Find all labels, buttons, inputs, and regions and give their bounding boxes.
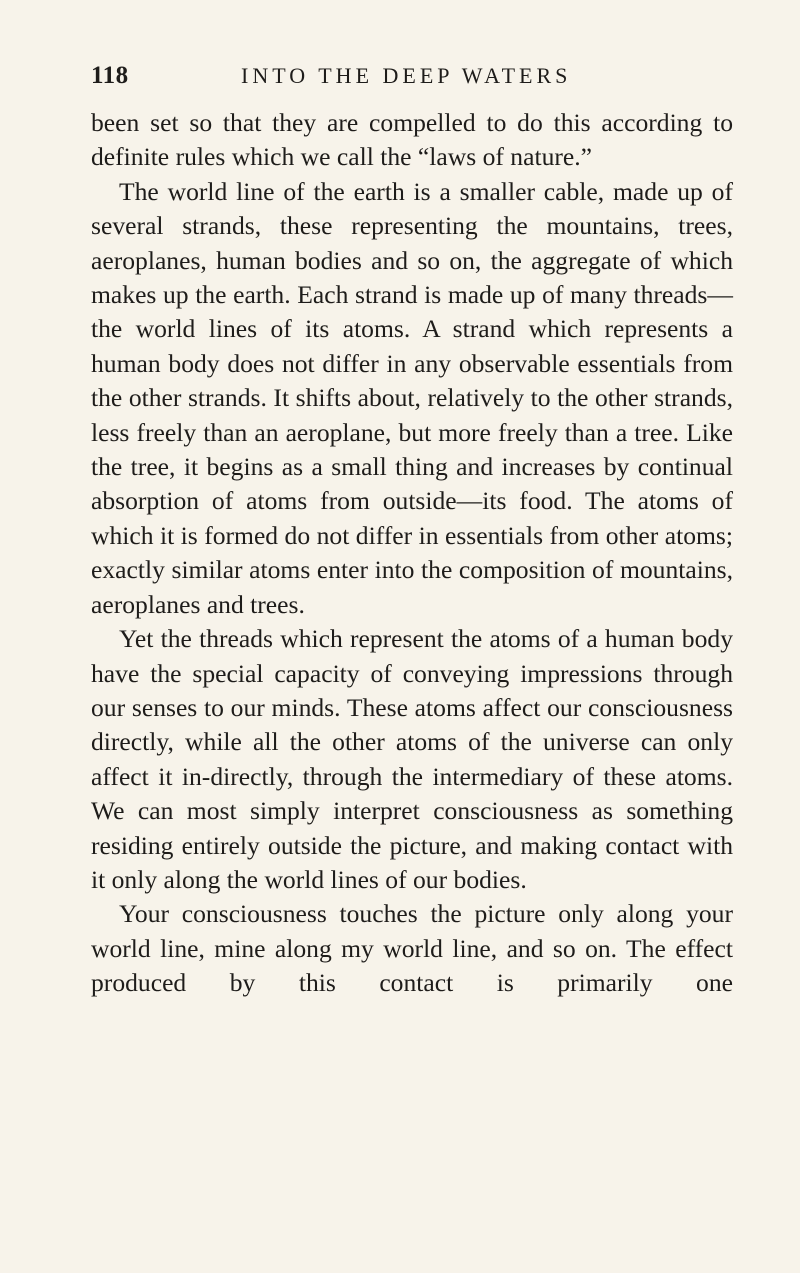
running-title: INTO THE DEEP WATERS <box>241 63 572 88</box>
book-page <box>91 62 733 1001</box>
paragraph: Yet the threads which represent the atoms of a human body have the special capacity of conveying impressions through our senses to our minds. These atoms affect our consciousness directly, while all the other atoms of the universe can only affect it in-directly, through the intermediary of these atoms. We can most simply interpret consciousness as something residing entirely outside the picture, and making contact with it only along the world lines of our bodies. <box>91 624 733 894</box>
running-head <box>91 62 733 106</box>
body-text <box>91 106 733 1001</box>
page-number: 118 <box>91 62 129 89</box>
paragraph: been set so that they are compelled to do this according to definite rules which we call the “laws of nature.” <box>91 108 733 172</box>
paragraph: Your consciousness touches the picture only along your world line, mine along my world line, and so on. The effect produced by this contact is primarily one <box>91 899 733 998</box>
paragraph: The world line of the earth is a smaller cable, made up of several strands, these representing the mountains, trees, aeroplanes, human bodies and so on, the aggregate of which makes up the earth. Each strand is made up of many threads—the world lines of its atoms. A strand which represents a human body does not differ in any observable essentials from the other strands. It shifts about, relatively to the other strands, less freely than an aeroplane, but more freely than a tree. Like the tree, it begins as a small thing and increases by continual absorption of atoms from outside—its food. The atoms of which it is formed do not differ in essentials from other atoms; exactly similar atoms enter into the composition of mountains, aeroplanes and trees. <box>91 176 733 619</box>
